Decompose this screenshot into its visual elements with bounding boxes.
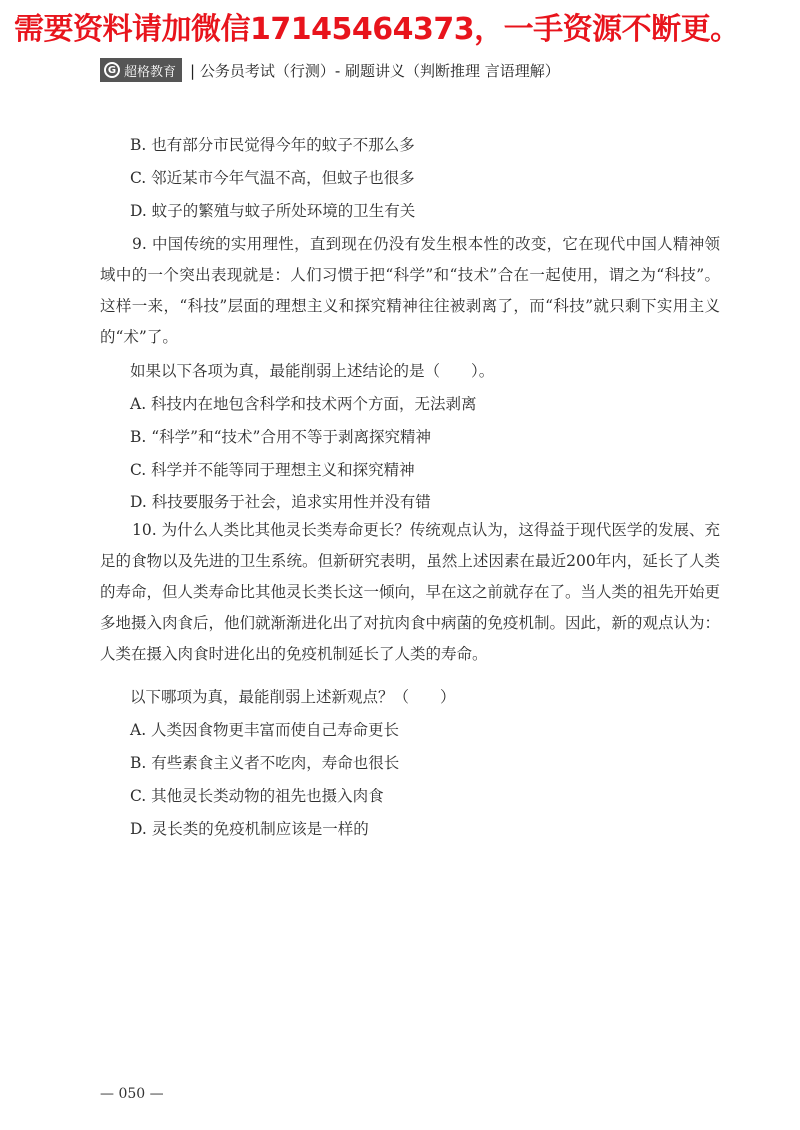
q10-question: 以下哪项为真，最能削弱上述新观点？（ ） bbox=[130, 688, 456, 706]
q10-option-d: D. 灵长类的免疫机制应该是一样的 bbox=[130, 820, 369, 838]
q10-stem bbox=[100, 515, 720, 670]
page-number: — 050 — bbox=[100, 1086, 164, 1102]
q9-stem-text: 9. 中国传统的实用理性，直到现在仍没有发生根本性的改变，它在现代中国人精神领域中的一个突出表现就是：人们习惯于把“科学”和“技术”合在一起使用，谓之为“科技”。这样一来，“科技”层面的理想主义和探究精神往往被剥离了，而“科技”就只剩下实用主义的“术”了。 bbox=[100, 235, 720, 346]
q10-stem-text: 10. 为什么人类比其他灵长类寿命更长？传统观点认为，这得益于现代医学的发展、充足的食物以及先进的卫生系统。但新研究表明，虽然上述因素在最近200年内，延长了人类的寿命，但人类寿命比其他灵长类长这一倾向，早在这之前就存在了。当人类的祖先开始更多地摄入肉食后，他们就渐渐进化出了对抗肉食中病菌的免疫机制。因此，新的观点认为：人类在摄入肉食时进化出的免疫机制延长了人类的寿命。 bbox=[100, 521, 721, 663]
q9-question: 如果以下各项为真，最能削弱上述结论的是（ ）。 bbox=[130, 362, 495, 380]
q10-option-c: C. 其他灵长类动物的祖先也摄入肉食 bbox=[130, 787, 384, 805]
q8-option-c: C. 邻近某市今年气温不高，但蚊子也很多 bbox=[130, 169, 415, 187]
q8-option-b: B. 也有部分市民觉得今年的蚊子不那么多 bbox=[130, 136, 415, 154]
q10-option-b: B. 有些素食主义者不吃肉，寿命也很长 bbox=[130, 754, 400, 772]
publisher-logo bbox=[100, 58, 182, 82]
q9-stem bbox=[100, 229, 720, 353]
header-title: | 公务员考试（行测）- 刷题讲义（判断推理 言语理解） bbox=[190, 61, 560, 80]
q8-option-d: D. 蚊子的繁殖与蚊子所处环境的卫生有关 bbox=[130, 202, 416, 220]
watermark-banner: 需要资料请加微信17145464373，一手资源不断更。 bbox=[14, 12, 740, 47]
q9-option-a: A. 科技内在地包含科学和技术两个方面，无法剥离 bbox=[130, 395, 477, 413]
q9-option-c: C. 科学并不能等同于理想主义和探究精神 bbox=[130, 461, 415, 479]
q9-option-d: D. 科技要服务于社会，追求实用性并没有错 bbox=[130, 493, 431, 511]
logo-icon: G bbox=[104, 62, 120, 78]
q9-option-b: B. “科学”和“技术”合用不等于剥离探究精神 bbox=[130, 428, 431, 446]
q10-option-a: A. 人类因食物更丰富而使自己寿命更长 bbox=[130, 721, 400, 739]
page-header bbox=[100, 58, 560, 82]
logo-text: 超格教育 bbox=[124, 64, 177, 80]
